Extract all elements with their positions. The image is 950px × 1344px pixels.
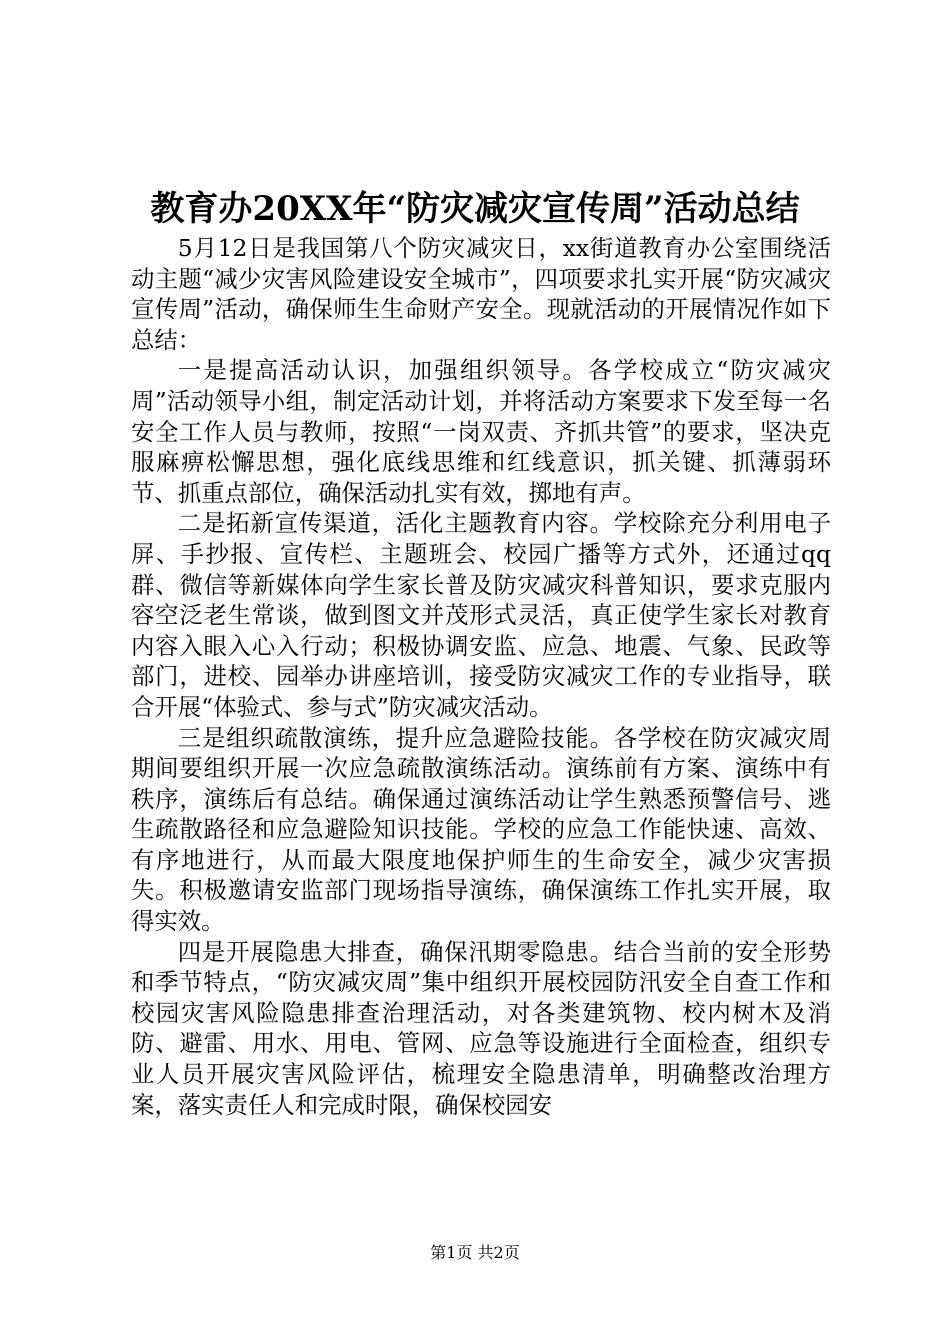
paragraph-one: 一是提高活动认识，加强组织领导。各学校成立“防灾减灾周”活动领导小组，制定活动计划，并将活动方案要求下发至每一名安全工作人员与教师，按照“一岗双责、齐抓共管”的要求，坚决克服麻痹松懈思想，强化底线思维和红线意识，抓关键、抓薄弱环节、抓重点部位，确保活动扎实有效，掷地有声。 — [131, 356, 831, 507]
paragraph-two: 二是拓新宣传渠道，活化主题教育内容。学校除充分利用电子屏、手抄报、宣传栏、主题班会、校园广播等方式外，还通过qq群、微信等新媒体向学生家长普及防灾减灾科普知识，要求克服内容空泛老生常谈，做到图文并茂形式灵活，真正使学生家长对教育内容入眼入心入行动；积极协调安监、应急、地震、气象、民政等部门，进校、园举办讲座培训，接受防灾减灾工作的专业指导，联合开展“体验式、参与式”防灾减灾活动。 — [131, 509, 831, 721]
paragraph-four: 四是开展隐患大排查，确保汛期零隐患。结合当前的安全形势和季节特点，“防灾减灾周”集中组织开展校园防汛安全自查工作和校园灾害风险隐患排查治理活动，对各类建筑物、校内树木及消防、避雷、用水、用电、管网、应急等设施进行全面检查，组织专业人员开展灾害风险评估，梳理安全隐患清单，明确整改治理方案，落实责任人和完成时限，确保校园安 — [131, 937, 831, 1119]
paragraph-three: 三是组织疏散演练，提升应急避险技能。各学校在防灾减灾周期间要组织开展一次应急疏散演练活动。演练前有方案、演练中有秩序，演练后有总结。确保通过演练活动让学生熟悉预警信号、逃生疏散路径和应急避险知识技能。学校的应急工作能快速、高效、有序地进行，从而最大限度地保护师生的生命安全，减少灾害损失。积极邀请安监部门现场指导演练，确保演练工作扎实开展，取得实效。 — [131, 723, 831, 936]
document-body — [131, 233, 831, 1120]
paragraph-intro: 5月12日是我国第八个防灾减灾日，xx街道教育办公室围绕活动主题“减少灾害风险建设安全城市”，四项要求扎实开展“防灾减灾宣传周”活动，确保师生生命财产安全。现就活动的开展情况作如下总结： — [131, 234, 831, 354]
document-title: 教育办20XX年“防灾减灾宣传周”活动总结 — [150, 189, 800, 229]
page-number-footer: 第1页 共2页 — [430, 1243, 520, 1262]
